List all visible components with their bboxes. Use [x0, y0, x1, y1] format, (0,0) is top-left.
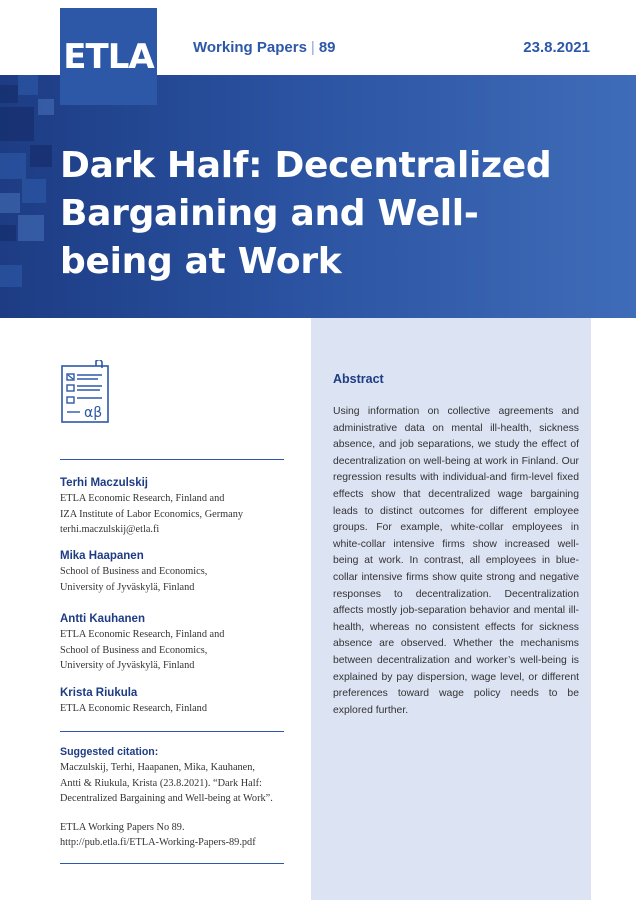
author-affiliation: School of Business and Economics,: [60, 644, 208, 656]
author-name: Antti Kauhanen: [60, 613, 145, 625]
author-affiliation: ETLA Economic Research, Finland: [60, 703, 207, 714]
author-block-1: [60, 475, 284, 538]
author-name: Terhi Maczulskij: [60, 477, 148, 489]
author-affiliation: ETLA Economic Research, Finland and: [60, 629, 225, 640]
paper-title: Dark Half: Decentralized Bargaining and Well-being at Work: [60, 145, 552, 282]
abstract-text: Using information on collective agreements and administrative data on mental ill-health, sickness absence, and job separations, we study the effect of decentralization on well-being at work in Finland. Our regression results with individual-and firm-level fixed effects show that decentralized wage bargaining leads to distinct outcomes for different employee groups. For example, white-collar employees in white-collar intensive firms show increased well-being at work. In contrast, all employees in blue-collar intensive firms show quite strong and negative responses to decentralization. Decentralization affects mostly job-separation behavior and mental ill-health, whereas no consistent effects for sickness absence are observed. Whether the mechanisms between decentralization and worker’s well-being is explained by pay dispersion, wage level, or different preferences toward wage policy needs to be explored further.: [333, 406, 579, 716]
divider-middle: [60, 731, 284, 732]
divider-top: [60, 459, 284, 460]
publication-date: 23.8.2021: [523, 39, 590, 56]
series-number: 89: [318, 39, 336, 56]
author-block-4: [60, 685, 284, 717]
author-name: Mika Haapanen: [60, 550, 144, 562]
series-separator: |: [310, 39, 315, 56]
abstract-heading: Abstract: [333, 372, 384, 386]
citation-url[interactable]: http://pub.etla.fi/ETLA-Working-Papers-89.pdf: [60, 837, 256, 849]
citation-heading: Suggested citation:: [60, 746, 159, 758]
citation-block: [60, 745, 284, 851]
citation-text: Antti & Riukula, Krista (23.8.2021). “Dark Half:: [60, 777, 262, 789]
citation-text: Maczulskij, Terhi, Haapanen, Mika, Kauhanen,: [60, 762, 255, 773]
alpha-beta-symbol: αβ: [84, 405, 103, 421]
author-affiliation: ETLA Economic Research, Finland and: [60, 493, 225, 504]
etla-logo: ETLA: [60, 8, 157, 105]
divider-bottom: [60, 863, 284, 864]
author-affiliation: School of Business and Economics,: [60, 566, 208, 577]
author-email: terhi.maczulskij@etla.fi: [60, 524, 160, 536]
document-icon: [60, 360, 112, 424]
author-affiliation: University of Jyväskylä, Finland: [60, 660, 195, 672]
author-name: Krista Riukula: [60, 687, 138, 699]
author-affiliation: IZA Institute of Labor Economics, Germany: [60, 508, 244, 520]
citation-series: ETLA Working Papers No 89.: [60, 821, 185, 833]
abstract-panel: [311, 318, 591, 900]
author-affiliation: University of Jyväskylä, Finland: [60, 581, 195, 593]
series-label: [193, 39, 336, 56]
author-block-2: [60, 548, 284, 595]
citation-text: Decentralized Bargaining and Well-being at Work”.: [60, 793, 273, 805]
author-block-3: [60, 611, 284, 674]
series-name: Working Papers: [193, 39, 307, 56]
